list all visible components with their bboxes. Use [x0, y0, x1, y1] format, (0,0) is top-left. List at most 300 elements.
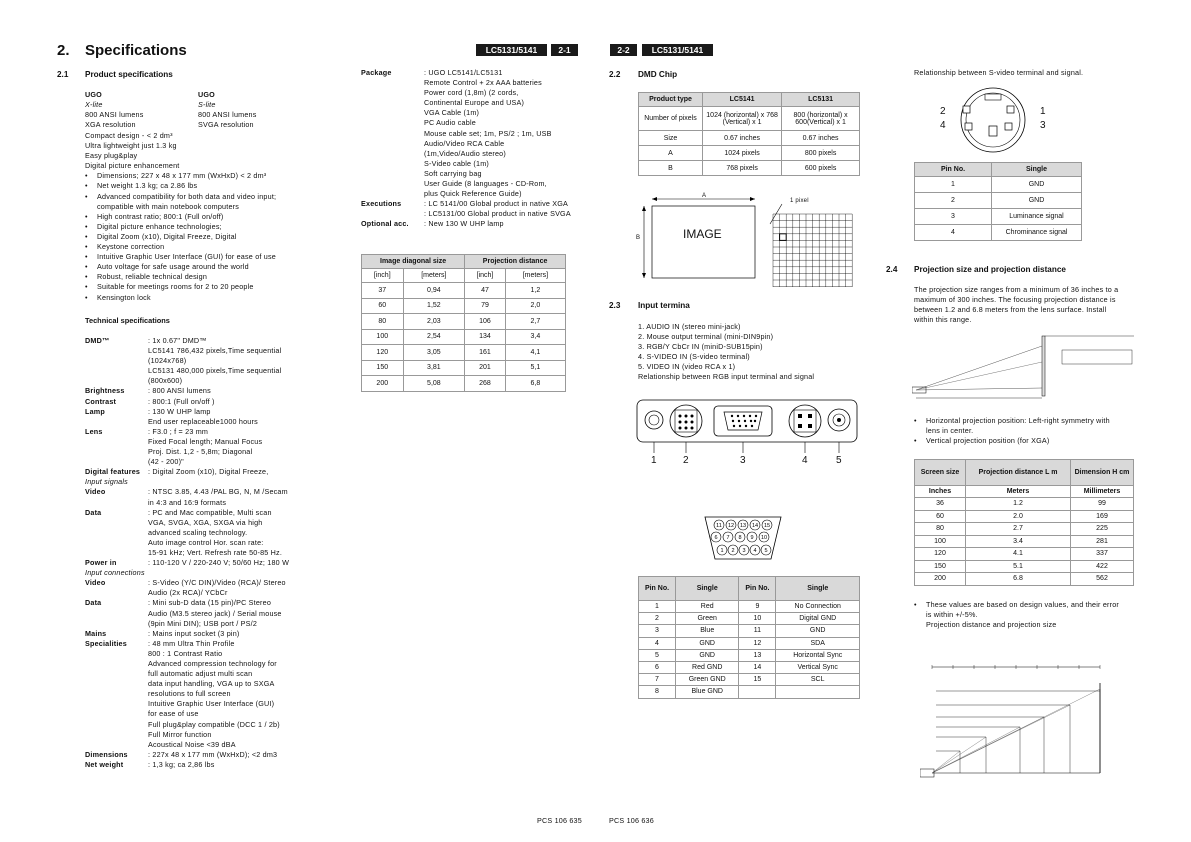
section-2-4-para: [914, 285, 1154, 325]
spec-value: 800 : 1 Contrast Ratio: [148, 648, 223, 658]
dsub-pin-label: 7: [726, 535, 730, 542]
table-cell: 1: [639, 601, 676, 613]
table-row: [915, 510, 1134, 523]
spec-value: LC5141 786,432 pixels,Time sequential: [148, 346, 282, 356]
ugo-line: 800 ANSI lumens: [198, 110, 257, 120]
para-line: maximum of 300 inches. The focusing projection distance is: [914, 295, 1116, 305]
table-row: [915, 560, 1134, 573]
spec-key: Brightness: [85, 386, 125, 396]
spec-key: [85, 376, 148, 386]
spec-value: LC5131 480,000 pixels,Time sequential: [148, 366, 282, 376]
spec-value: : F3.0 ; f = 23 mm: [148, 426, 209, 436]
table-cell: 37: [362, 283, 404, 299]
table-cell: 60: [362, 298, 404, 314]
table-cell: 15: [739, 674, 776, 686]
rgb-head: Single: [776, 577, 860, 601]
spec-value: : LC5131/00 Global product in native SVGA: [424, 209, 571, 219]
dsub-pin-label: 10: [760, 535, 768, 542]
section-2-4-title: Projection size and projection distance: [914, 265, 1066, 274]
bullet-item: • Suitable for meetings rooms for 2 to 20 people: [85, 282, 335, 292]
spec-key: [361, 189, 424, 199]
feature-bullets: [85, 171, 335, 302]
spec-value: Full plug&play compatible (DCC 1 / 2b): [148, 719, 280, 729]
spec-value: End user replaceable1000 hours: [148, 416, 258, 426]
table-cell: 100: [915, 535, 966, 548]
svideo-head: Single: [992, 163, 1082, 177]
spec-key: Power in: [85, 558, 117, 568]
spec-key: [85, 740, 148, 750]
spec-key: [85, 619, 148, 629]
footer-page-left: PCS 106 635: [537, 816, 582, 825]
input-item: 4. S-VIDEO IN (S-video terminal): [638, 352, 750, 362]
spec-value: in 4:3 and 16:9 formats: [148, 497, 227, 507]
spec-value: : Digital Zoom (x10), Digital Freeze,: [148, 467, 269, 477]
table-row: [639, 637, 860, 649]
projection-distance-chart: [920, 655, 1138, 787]
ugo-xlite-block: [85, 90, 195, 130]
table-cell: 768 pixels: [703, 161, 782, 176]
table-row: [915, 548, 1134, 561]
table-cell: 1: [915, 177, 992, 193]
svideo-table: [914, 162, 1082, 241]
table-cell: 7: [639, 674, 676, 686]
spec-key: [361, 118, 424, 128]
table-cell: Green GND: [676, 674, 739, 686]
table-cell: 150: [915, 560, 966, 573]
spec-value: : PC and Mac compatible, Multi scan: [148, 507, 272, 517]
page-title: Specifications: [85, 42, 187, 59]
ugo-line: XGA resolution: [85, 120, 136, 130]
table-cell: 800 pixels: [782, 146, 860, 161]
svideo-head: Pin No.: [915, 163, 992, 177]
panel-num: 2: [683, 455, 689, 466]
table-cell: No Connection: [776, 601, 860, 613]
para-line: between 1.2 and 6.8 meters from the lens surface. Install: [914, 305, 1107, 315]
table-cell: 0,94: [403, 283, 465, 299]
table-row: [639, 661, 860, 673]
spec-value: Proj. Dist. 1,2 - 5,8m; Diagonal: [148, 447, 253, 457]
dsub-pin-label: 3: [742, 548, 746, 555]
table-row: [915, 225, 1082, 241]
spec-key: [85, 518, 148, 528]
spec-key: [85, 346, 148, 356]
diagonal-table: [361, 254, 566, 392]
spec-key: Video: [85, 487, 106, 497]
table-cell: 1.2: [966, 498, 1071, 511]
spec-key: [85, 437, 148, 447]
table-row: [362, 376, 566, 392]
table-cell: 150: [362, 360, 404, 376]
spec-value: (1024x768): [148, 356, 187, 366]
spec-value: : UGO LC5141/LC5131: [424, 68, 503, 77]
table-cell: 6,8: [505, 376, 565, 392]
table-cell: 4: [639, 637, 676, 649]
bullet-item: • Keystone correction: [85, 242, 335, 252]
unit-cell: [meters]: [403, 269, 465, 283]
table-row: [362, 298, 566, 314]
ugo-line: 800 ANSI lumens: [85, 110, 144, 120]
table-cell: 14: [739, 661, 776, 673]
table-cell: 120: [915, 548, 966, 561]
dsub-pin-label: 11: [716, 523, 722, 530]
table-row: [639, 146, 860, 161]
dsub-pins: [711, 520, 772, 555]
spec-value: : 800 ANSI lumens: [148, 386, 211, 396]
table-cell: Chrominance signal: [992, 225, 1082, 241]
table-cell: 0.67 inches: [782, 131, 860, 146]
spec-key: [85, 699, 148, 709]
section-2-4-num: 2.4: [886, 265, 898, 274]
spec-value: Power cord (1,8m) (2 cords,: [424, 88, 519, 98]
spec-value: Audio (M3.5 stereo jack) / Serial mouse: [148, 608, 282, 618]
dsub-pin-label: 13: [739, 523, 747, 530]
table-cell: 5.1: [966, 560, 1071, 573]
table-cell: 2,03: [403, 314, 465, 330]
feature-line: Ultra lightweight just 1.3 kg: [85, 141, 177, 151]
bullet-item: • Digital picture enhance technologies;: [85, 222, 335, 232]
spec-value: Continental Europe and USA): [424, 98, 525, 108]
projection-diagram: [912, 332, 1136, 404]
size-head: Dimension H cm: [1071, 460, 1134, 486]
table-cell: 47: [465, 283, 506, 299]
spec-value: : 1x 0.67" DMD™: [148, 336, 207, 345]
spec-key: Net weight: [85, 759, 124, 769]
spec-value: Audio (2x RCA)/ YCbCr: [148, 588, 228, 598]
kv-grid: [361, 68, 586, 230]
svideo-pin-label: 1: [1040, 106, 1046, 117]
spec-key: [85, 709, 148, 719]
dsub-pin-label: 1: [720, 548, 724, 555]
section-2-3-num: 2.3: [609, 301, 621, 310]
model-badge-left: LC5131/5141: [476, 44, 547, 56]
table-row: [915, 498, 1134, 511]
size-unit: Meters: [966, 486, 1071, 498]
spec-value: : 227x 48 x 177 mm (WxHxD); <2 dm3: [148, 749, 278, 759]
table-cell: 2: [639, 613, 676, 625]
table-cell: 99: [1071, 498, 1134, 511]
spec-key: Specialities: [85, 638, 127, 648]
para-line: within this range.: [914, 315, 972, 325]
spec-key: [85, 669, 148, 679]
table-row: [639, 686, 860, 698]
table-cell: 200: [362, 376, 404, 392]
projection-bullets: [914, 416, 1154, 446]
spec-key: [361, 169, 424, 179]
spec-key: [85, 548, 148, 558]
spec-value: Soft carrying bag: [424, 168, 482, 178]
table-row: [915, 177, 1082, 193]
spec-value: Advanced compression technology for: [148, 659, 277, 668]
table-cell: 3,05: [403, 345, 465, 361]
spec-value: (9pin Mini DIN); USB port / PS/2: [148, 618, 258, 628]
spec-value: Acoustical Noise <39 dBA: [148, 739, 236, 749]
dmd-head: LC5141: [703, 93, 782, 107]
table-cell: 4: [915, 225, 992, 241]
table-row: [639, 161, 860, 176]
table-row: [639, 649, 860, 661]
size-unit: Millimeters: [1071, 486, 1134, 498]
spec-key: [85, 498, 148, 508]
table-row: [639, 613, 860, 625]
table-cell: 600 pixels: [782, 161, 860, 176]
bullet-item: • Auto voltage for safe usage around the world: [85, 262, 335, 272]
table-cell: Blue: [676, 625, 739, 637]
table-cell: A: [639, 146, 703, 161]
dsub-pin-label: 4: [753, 548, 757, 555]
spec-value: : 110-120 V / 220-240 V; 50/60 Hz; 180 W: [148, 558, 290, 568]
panel-num: 3: [740, 455, 746, 466]
spec-value: full automatic adjust multi scan: [148, 669, 253, 679]
table-cell: 36: [915, 498, 966, 511]
table-cell: 11: [739, 625, 776, 637]
projection-size-table: [914, 459, 1134, 586]
spec-value: : 800:1 (Full on/off ): [148, 396, 215, 406]
spec-value: (42 - 200)": [148, 457, 184, 467]
spec-value: PC Audio cable: [424, 118, 476, 128]
bullet-item: • Robust, reliable technical design: [85, 272, 335, 282]
svideo-diagram: [955, 86, 1031, 154]
spec-key: Video: [85, 578, 106, 588]
table-cell: GND: [776, 625, 860, 637]
table-cell: Green: [676, 613, 739, 625]
label-b: B: [636, 235, 641, 241]
table-cell: [776, 686, 860, 698]
section-number: 2.: [57, 42, 70, 59]
spec-value: resolutions to full screen: [148, 689, 231, 699]
spec-key: Lamp: [85, 406, 105, 416]
spec-key: [85, 447, 148, 457]
rgb-head: Single: [676, 577, 739, 601]
table-cell: 100: [362, 329, 404, 345]
table-cell: 169: [1071, 510, 1134, 523]
input-item: 2. Mouse output terminal (mini-DIN9pin): [638, 332, 774, 342]
table-cell: 13: [739, 649, 776, 661]
input-item: Relationship between RGB input terminal and signal: [638, 372, 815, 382]
table-cell: 800 (horizontal) x 600(Vertical) x 1: [782, 107, 860, 131]
bullet-cont: compatible with main notebook computers: [97, 201, 240, 211]
spec-key: [85, 457, 148, 467]
table-cell: Digital GND: [776, 613, 860, 625]
spec-value: : S-Video (Y/C DIN)/Video (RCA)/ Stereo: [148, 578, 286, 588]
table-cell: 422: [1071, 560, 1134, 573]
ugo-sub: X-lite: [85, 100, 103, 110]
spec-key: [85, 356, 148, 366]
svideo-caption: Relationship between S-video terminal and signal.: [914, 68, 1084, 77]
table-cell: 268: [465, 376, 506, 392]
spec-value: (800x600): [148, 376, 183, 386]
dsub-pin-label: 5: [764, 548, 768, 555]
spec-value: : LC 5141/00 Global product in native XGA: [424, 199, 569, 209]
table-row: [915, 193, 1082, 209]
table-cell: GND: [992, 177, 1082, 193]
spec-key: [85, 659, 148, 669]
table-cell: 1024 pixels: [703, 146, 782, 161]
spec-value: Audio/Video RCA Cable: [424, 138, 505, 148]
dsub-pin-label: 14: [751, 523, 759, 530]
spec-value: : Mini sub-D data (15 pin)/PC Stereo: [148, 598, 272, 608]
table-cell: Luminance signal: [992, 209, 1082, 225]
spec-key: Lens: [85, 426, 103, 436]
spec-value: Mouse cable set; 1m, PS/2 ; 1m, USB: [424, 128, 552, 138]
diag-head-2: Projection distance: [465, 255, 566, 269]
table-cell: GND: [676, 637, 739, 649]
unit-cell: [meters]: [505, 269, 565, 283]
input-list: [638, 322, 878, 383]
table-cell: 120: [362, 345, 404, 361]
table-row: [915, 573, 1134, 586]
table-cell: 281: [1071, 535, 1134, 548]
table-cell: 9: [739, 601, 776, 613]
spec-value: Auto image control Hor. scan rate:: [148, 537, 264, 547]
spec-key: Data: [85, 598, 102, 608]
bullet-item: • Kensington lock: [85, 293, 335, 303]
table-cell: 134: [465, 329, 506, 345]
table-cell: 106: [465, 314, 506, 330]
notes: [914, 600, 1154, 630]
table-cell: 201: [465, 360, 506, 376]
spec-key: [361, 179, 424, 189]
spec-value: Remote Control + 2x AAA batteries: [424, 78, 542, 88]
table-row: [639, 674, 860, 686]
spec-key: [85, 679, 148, 689]
table-cell: 0.67 inches: [703, 131, 782, 146]
package-specs: [361, 68, 586, 230]
spec-value: plus Quick Reference Guide): [424, 189, 522, 199]
spec-value: data input handling, VGA up to SXGA: [148, 679, 275, 689]
svideo-pin-label: 4: [940, 120, 946, 131]
rgb-pin-table: [638, 576, 860, 699]
para-line: The projection size ranges from a minimum of 36 inches to a: [914, 285, 1119, 294]
ugo-name: UGO: [198, 90, 215, 99]
spec-key: Optional acc.: [361, 219, 409, 229]
ugo-slite-block: [198, 90, 308, 130]
bullet-item: • Intuitive Graphic User Interface (GUI) for ease of use: [85, 252, 335, 262]
highlight-pixel: [780, 234, 787, 241]
table-row: [362, 345, 566, 361]
dsub-pin-label: 8: [738, 535, 742, 542]
size-head: Screen size: [915, 460, 966, 486]
spec-key: [85, 588, 148, 598]
table-cell: 2,7: [505, 314, 565, 330]
table-row: [915, 523, 1134, 536]
table-cell: 2.7: [966, 523, 1071, 536]
table-cell: 2.0: [966, 510, 1071, 523]
feature-line: Compact design - < 2 dm³: [85, 131, 173, 140]
note-line: Projection distance and projection size: [926, 620, 1057, 630]
page-badge-right: 2-2: [610, 44, 637, 56]
table-cell: 5,08: [403, 376, 465, 392]
table-cell: 562: [1071, 573, 1134, 586]
table-cell: 6.8: [966, 573, 1071, 586]
proj-bullet: [914, 416, 1154, 436]
features-list: [85, 131, 335, 303]
proj-bullet-line: Horizontal projection position: Left-right symmetry with: [926, 416, 1110, 425]
svideo-pin-label: 2: [940, 106, 946, 117]
spec-key: Digital features: [85, 467, 141, 477]
proj-bullet-line: lens in center.: [926, 426, 974, 436]
table-cell: 3: [915, 209, 992, 225]
spec-key: [361, 139, 424, 149]
spec-key: [85, 366, 148, 376]
section-2-2-title: DMD Chip: [638, 70, 678, 79]
unit-cell: [inch]: [362, 269, 404, 283]
spec-key: [361, 88, 424, 98]
ugo-sub: S-lite: [198, 100, 216, 110]
tech-specs-title: Technical specifications: [85, 316, 170, 325]
table-cell: 6: [639, 661, 676, 673]
table-cell: GND: [676, 649, 739, 661]
table-cell: 1,52: [403, 298, 465, 314]
table-cell: SCL: [776, 674, 860, 686]
table-cell: 3: [639, 625, 676, 637]
model-badge-right: LC5131/5141: [642, 44, 713, 56]
spec-key: [85, 528, 148, 538]
table-cell: 80: [915, 523, 966, 536]
spec-value: advanced scaling technology.: [148, 527, 248, 537]
dmd-image-figure: [630, 192, 860, 287]
table-cell: 8: [639, 686, 676, 698]
table-cell: 5,1: [505, 360, 565, 376]
dsub-diagram: [701, 513, 785, 563]
feature-line: Easy plug&play: [85, 151, 138, 161]
size-unit: Inches: [915, 486, 966, 498]
size-head: Projection distance L m: [966, 460, 1071, 486]
page-badge-left: 2-1: [551, 44, 578, 56]
spec-key: [361, 78, 424, 88]
bullet-item: • Advanced compatibility for both data and video input;: [85, 192, 335, 202]
table-row: [639, 601, 860, 613]
input-item: 3. RGB/Y CbCr IN (miniD-SUB15pin): [638, 342, 763, 352]
section-2-1-num: 2.1: [57, 70, 69, 79]
spec-key: [361, 209, 424, 219]
rgb-head: Pin No.: [639, 577, 676, 601]
spec-value: : 48 mm Ultra Thin Profile: [148, 638, 235, 648]
table-cell: 4,1: [505, 345, 565, 361]
spec-value: : NTSC 3.85, 4.43 /PAL BG, N, M /Secam: [148, 487, 288, 497]
table-cell: 12: [739, 637, 776, 649]
table-cell: 225: [1071, 523, 1134, 536]
table-cell: 3,81: [403, 360, 465, 376]
bullet-item: • High contrast ratio; 800:1 (Full on/off): [85, 212, 335, 222]
spec-key: [361, 129, 424, 139]
table-cell: Number of pixels: [639, 107, 703, 131]
spec-value: : Mains input socket (3 pin): [148, 628, 240, 638]
spec-key: Input signals: [85, 477, 128, 487]
table-row: [639, 625, 860, 637]
footer-page-right: PCS 106 636: [609, 816, 654, 825]
table-cell: GND: [992, 193, 1082, 209]
ugo-name: UGO: [85, 90, 102, 99]
table-cell: 5: [639, 649, 676, 661]
table-cell: 3,4: [505, 329, 565, 345]
spec-value: Fixed Focal length; Manual Focus: [148, 436, 263, 446]
pixel-grid: [773, 214, 852, 287]
spec-key: Input connections: [85, 568, 145, 578]
input-item: 1. AUDIO IN (stereo mini-jack): [638, 322, 741, 331]
bullet-item: • Digital Zoom (x10), Digital Freeze, Digital: [85, 232, 335, 242]
spec-value: : 1,3 kg; ca 2,86 lbs: [148, 759, 215, 769]
table-cell: Vertical Sync: [776, 661, 860, 673]
input-item: 5. VIDEO IN (video RCA x 1): [638, 362, 736, 372]
svideo-pin-label: 3: [1040, 120, 1046, 131]
table-row: [362, 314, 566, 330]
spec-key: Contrast: [85, 396, 117, 406]
table-cell: B: [639, 161, 703, 176]
spec-key: [85, 609, 148, 619]
table-cell: [739, 686, 776, 698]
spec-key: [85, 417, 148, 427]
spec-value: Intuitive Graphic User Interface (GUI): [148, 699, 275, 709]
